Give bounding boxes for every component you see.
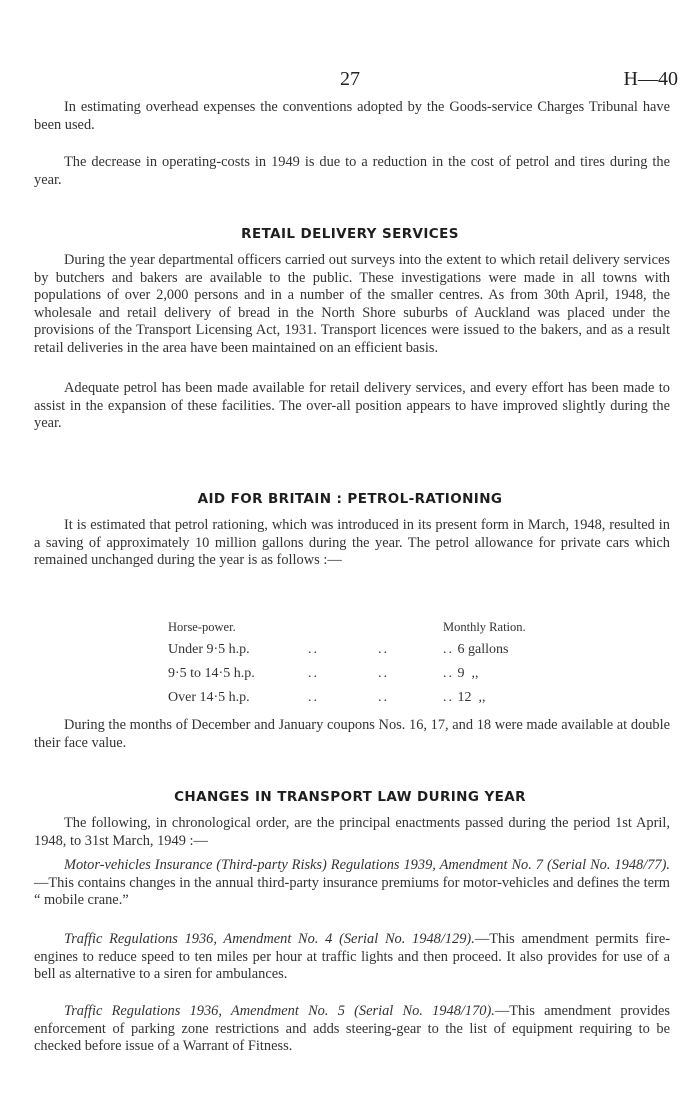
petrol-ration-table	[168, 620, 563, 712]
column-header-horse-power: Horse-power.	[168, 620, 236, 634]
ration-cell: 12 ,,	[457, 690, 486, 705]
transport-law-heading: CHANGES IN TRANSPORT LAW DURING YEAR	[174, 789, 526, 805]
table-row	[168, 664, 563, 688]
leader-dots: ..	[378, 690, 389, 705]
horse-power-cell: Over 14·5 h.p.	[168, 690, 250, 705]
horse-power-cell: Under 9·5 h.p.	[168, 642, 250, 657]
leader-dots: ..	[378, 642, 389, 657]
page-number: 27	[340, 68, 360, 90]
enactment-title: Motor-vehicles Insurance (Third-party Risks) Regulations 1939, Amendment No. 7 (Serial No. 1948/77).	[64, 857, 670, 873]
ration-cell: 9 ,,	[457, 666, 479, 681]
leader-dots: ..	[443, 642, 454, 657]
leader-dots: ..	[308, 690, 319, 705]
leader-dots: ..	[378, 666, 389, 681]
enactment-text: —This amendment provides enforcement of parking zone restrictions and adds steering-gear to the list of equipment requiring to be checked before issue of a Warrant of Fitness.	[34, 1003, 670, 1055]
enactment-text: —This contains changes in the annual third-party insurance premiums for motor-vehicles and defines the term “ mobile crane.”	[34, 874, 670, 909]
retail-paragraph-1: During the year departmental officers carried out surveys into the extent to which retail delivery services by butchers and bakers are available to the public. These investigations were made in all towns with populations of over 2,000 persons and in a number of the smaller centres. As from 30th April, 1948, the wholesale and retail delivery of bread in the North Shore suburbs of Auckland was placed under the provisions of the Transport Licensing Act, 1931. Transport licences were issued to the bakers, and as a result retail deliveries in the area have been maintained on an efficient basis.	[34, 252, 670, 356]
leader-dots: ..	[443, 690, 454, 705]
leader-dots: ..	[308, 642, 319, 657]
enactment-title: Traffic Regulations 1936, Amendment No. 5 (Serial No. 1948/170).	[64, 1003, 495, 1019]
table-header-row	[168, 620, 563, 640]
enactment-text: —This amendment permits fire-engines to reduce speed to ten miles per hour at traffic lights and then proceed. It also provides for use of a bell as alternative to a siren for ambulances.	[34, 931, 670, 983]
table-row	[168, 688, 563, 712]
retail-delivery-heading: RETAIL DELIVERY SERVICES	[241, 226, 459, 242]
ration-cell: 6 gallons	[457, 642, 509, 657]
enactment-title: Traffic Regulations 1936, Amendment No. 4 (Serial No. 1948/129).	[64, 931, 475, 947]
aid-paragraph-1: It is estimated that petrol rationing, which was introduced in its present form in March, 1948, resulted in a saving of approximately 10 million gallons during the year. The petrol allowance for private cars which remained unchanged during the year is as follows :—	[34, 517, 670, 569]
column-header-monthly-ration: Monthly Ration.	[443, 620, 526, 634]
leader-dots: ..	[308, 666, 319, 681]
overhead-paragraph-2: The decrease in operating-costs in 1949 is due to a reduction in the cost of petrol and tires during the year.	[34, 154, 670, 188]
aid-paragraph-2: During the months of December and January coupons Nos. 16, 17, and 18 were made available at double their face value.	[34, 717, 670, 751]
transport-law-intro: The following, in chronological order, are the principal enactments passed during the period 1st April, 1948, to 31st March, 1949 :—	[34, 815, 670, 849]
retail-paragraph-2: Adequate petrol has been made available for retail delivery services, and every effort has been made to assist in the expansion of these facilities. The over-all position appears to have improved slightly during the year.	[34, 380, 670, 432]
horse-power-cell: 9·5 to 14·5 h.p.	[168, 666, 255, 681]
enactment-item	[34, 857, 670, 910]
enactment-item	[34, 1003, 670, 1056]
table-row	[168, 640, 563, 664]
enactment-item	[34, 931, 670, 984]
leader-dots: ..	[443, 666, 454, 681]
document-reference: H—40	[623, 68, 678, 90]
aid-for-britain-heading: AID FOR BRITAIN : PETROL-RATIONING	[197, 491, 503, 507]
overhead-paragraph-1: In estimating overhead expenses the conventions adopted by the Goods-service Charges Tribunal have been used.	[34, 99, 670, 133]
